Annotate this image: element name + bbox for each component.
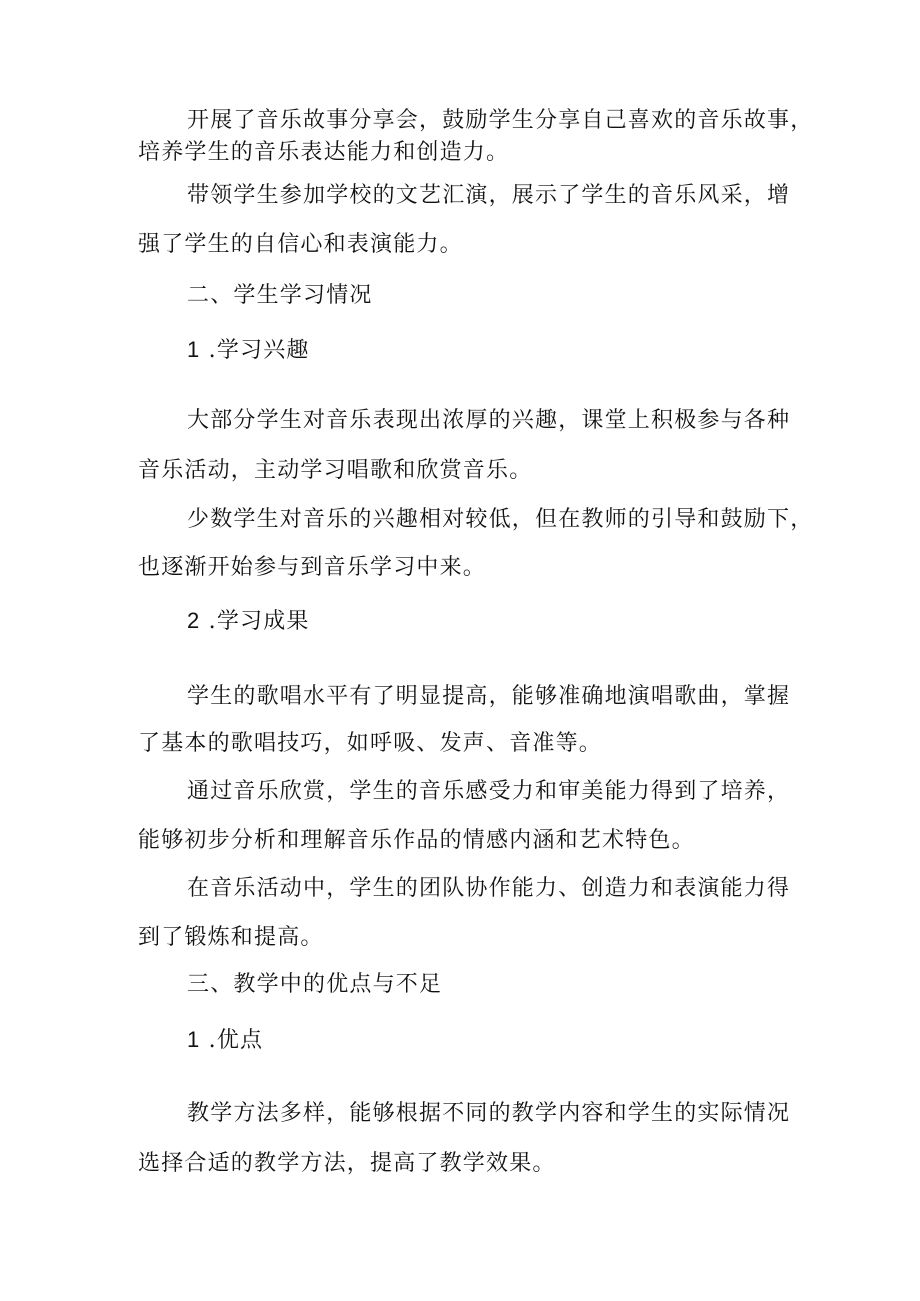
paragraph-6-line-1: 通过音乐欣赏，学生的音乐感受力和审美能力得到了培养， xyxy=(187,779,791,804)
paragraph-6-line-2: 能够初步分析和理解音乐作品的情感内涵和艺术特色。 xyxy=(138,828,695,853)
paragraph-7-line-2: 到了锻炼和提高。 xyxy=(138,925,324,950)
subheading-text: .优点 xyxy=(208,1028,264,1053)
paragraph-1-line-1: 开展了音乐故事分享会，鼓励学生分享自己喜欢的音乐故事， xyxy=(187,108,814,133)
subheading-number: 1 xyxy=(187,1027,201,1052)
subheading-number: 2 xyxy=(187,608,201,633)
paragraph-7-line-1: 在音乐活动中，学生的团队协作能力、创造力和表演能力得 xyxy=(187,876,791,901)
subheading-number: 1 xyxy=(187,337,201,362)
subheading-strengths xyxy=(187,1025,263,1056)
subheading-learning-results xyxy=(187,606,310,637)
paragraph-4-line-2: 也逐渐开始参与到音乐学习中来。 xyxy=(138,555,487,580)
paragraph-2-line-1: 带领学生参加学校的文艺汇演，展示了学生的音乐风采，增 xyxy=(187,183,791,208)
paragraph-3-line-2: 音乐活动，主动学习唱歌和欣赏音乐。 xyxy=(138,458,533,483)
subheading-learning-interest xyxy=(187,335,310,366)
paragraph-3-line-1: 大部分学生对音乐表现出浓厚的兴趣，课堂上积极参与各种 xyxy=(187,408,791,433)
paragraph-8-line-2: 选择合适的教学方法，提高了教学效果。 xyxy=(138,1151,556,1176)
subheading-text: .学习成果 xyxy=(208,609,310,634)
subheading-text: .学习兴趣 xyxy=(208,338,310,363)
section-heading-3: 三、教学中的优点与不足 xyxy=(187,972,443,997)
section-heading-2: 二、学生学习情况 xyxy=(187,283,373,308)
paragraph-8-line-1: 教学方法多样，能够根据不同的教学内容和学生的实际情况 xyxy=(187,1101,791,1126)
paragraph-5-line-2: 了基本的歌唱技巧，如呼吸、发声、音准等。 xyxy=(138,731,603,756)
paragraph-1-line-2: 培养学生的音乐表达能力和创造力。 xyxy=(138,140,510,165)
paragraph-2-line-2: 强了学生的自信心和表演能力。 xyxy=(138,232,463,257)
paragraph-4-line-1: 少数学生对音乐的兴趣相对较低，但在教师的引导和鼓励下， xyxy=(187,507,814,532)
paragraph-5-line-1: 学生的歌唱水平有了明显提高，能够准确地演唱歌曲，掌握 xyxy=(187,684,791,709)
